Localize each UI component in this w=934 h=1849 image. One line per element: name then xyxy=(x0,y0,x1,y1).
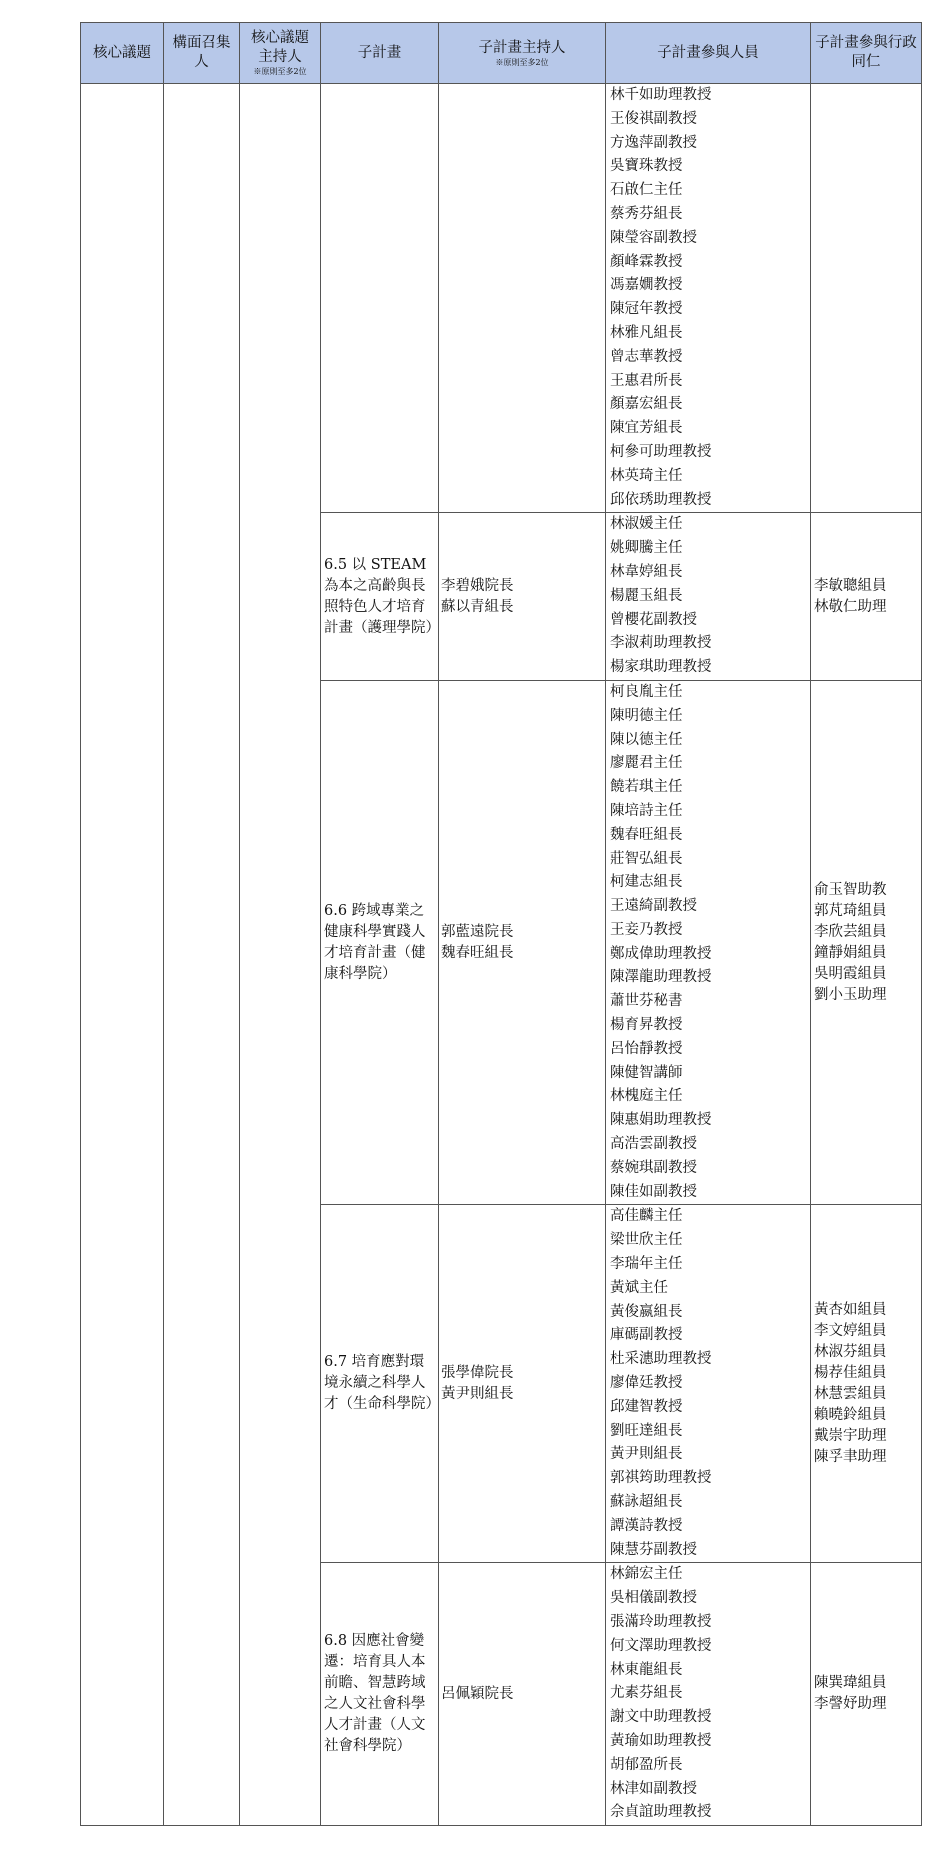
person-name: 王妾乃教授 xyxy=(610,921,683,938)
core-issue-cell xyxy=(81,84,164,1826)
participants-cell xyxy=(606,1563,811,1826)
subplan-host-cell xyxy=(439,1563,606,1826)
person-name: 林敬仁助理 xyxy=(814,598,887,615)
person-name: 張滿玲助理教授 xyxy=(610,1614,712,1630)
participants-cell xyxy=(606,513,811,681)
person-name: 楊荐佳組員 xyxy=(814,1364,887,1381)
person-name: 王惠君所長 xyxy=(610,372,683,389)
person-name: 蘇以青組長 xyxy=(441,598,514,615)
person-name: 林槐庭主任 xyxy=(610,1088,683,1105)
person-name: 柯參可助理教授 xyxy=(610,443,712,460)
person-name: 馮嘉嫺教授 xyxy=(610,277,683,294)
subplan-host-cell xyxy=(439,680,606,1205)
person-name: 邱依琇助理教授 xyxy=(610,491,712,508)
person-name: 吳相儀副教授 xyxy=(610,1590,697,1607)
person-name: 郭祺筠助理教授 xyxy=(610,1470,712,1487)
person-name: 楊育昇教授 xyxy=(610,1017,683,1034)
person-name: 廖麗君主任 xyxy=(610,755,683,772)
person-name: 陳瑩容副教授 xyxy=(610,229,697,246)
header-core-host-note: ※原則至多2位 xyxy=(253,67,307,76)
person-name: 蘇詠超組長 xyxy=(610,1494,683,1511)
person-name: 賴曉鈴組員 xyxy=(814,1406,887,1423)
person-name: 李碧娥院長 xyxy=(441,577,514,594)
person-name: 王俊祺副教授 xyxy=(610,110,697,127)
person-name: 黃尹則組長 xyxy=(610,1446,683,1463)
person-name: 王遠綺副教授 xyxy=(610,898,697,915)
person-name: 林千如助理教授 xyxy=(610,87,712,103)
person-name: 鄭成偉助理教授 xyxy=(610,945,712,962)
person-name: 陳培詩主任 xyxy=(610,802,683,819)
person-name: 楊麗玉組長 xyxy=(610,587,683,604)
person-name: 陳慧芬副教授 xyxy=(610,1541,697,1558)
person-name: 林慧雲組員 xyxy=(814,1385,887,1402)
admin-staff-cell xyxy=(811,1563,922,1826)
person-name: 石啟仁主任 xyxy=(610,182,683,199)
person-name: 陳宜芳組長 xyxy=(610,420,683,437)
person-name: 陳以德主任 xyxy=(610,731,683,748)
person-name: 陳孚聿助理 xyxy=(814,1448,887,1465)
admin-staff-cell xyxy=(811,1205,922,1563)
person-name: 黃俊嬴組長 xyxy=(610,1303,683,1320)
person-name: 陳健智講師 xyxy=(610,1064,683,1081)
person-name: 李瑞年主任 xyxy=(610,1256,683,1273)
header-participants xyxy=(606,23,811,84)
admin-staff-cell xyxy=(811,84,922,513)
person-name: 李淑莉助理教授 xyxy=(610,635,712,652)
person-name: 蔡婉琪副教授 xyxy=(610,1159,697,1176)
person-name: 梁世欣主任 xyxy=(610,1232,683,1249)
subplan-cell: 6.5 以 STEAM 為本之高齡與長照特色人才培育計畫（護理學院） xyxy=(321,513,439,681)
subplan-host-cell xyxy=(439,513,606,681)
person-name: 曾櫻花副教授 xyxy=(610,611,697,628)
person-name: 曾志華教授 xyxy=(610,348,683,365)
person-name: 林淑媛主任 xyxy=(610,516,683,533)
header-convener-label: 構面召集人 xyxy=(172,35,231,70)
convener-cell xyxy=(164,84,240,1826)
header-admin-staff xyxy=(811,23,922,84)
participants-cell xyxy=(606,1205,811,1563)
core-host-cell xyxy=(240,84,321,1826)
person-name: 陳澤龍助理教授 xyxy=(610,969,712,986)
header-core-host-label: 核心議題主持人 xyxy=(251,30,309,65)
person-name: 顏峰霖教授 xyxy=(610,253,683,270)
person-name: 林英琦主任 xyxy=(610,467,683,484)
person-name: 陳冠年教授 xyxy=(610,301,683,318)
person-name: 佘貞誼助理教授 xyxy=(610,1804,712,1821)
person-name: 李謦妤助理 xyxy=(814,1696,887,1713)
person-name: 莊智弘組長 xyxy=(610,850,683,867)
person-name: 林東龍組長 xyxy=(610,1661,683,1678)
header-participants-label: 子計畫參與人員 xyxy=(657,44,759,61)
person-name: 陳佳如副教授 xyxy=(610,1183,697,1200)
person-name: 姚卿騰主任 xyxy=(610,540,683,557)
person-name: 蔡秀芬組長 xyxy=(610,205,683,222)
person-name: 張學偉院長 xyxy=(441,1364,514,1381)
person-name: 李文婷組員 xyxy=(814,1322,887,1339)
person-name: 高浩雲副教授 xyxy=(610,1136,697,1153)
header-admin-staff-label: 子計畫參與行政同仁 xyxy=(815,35,917,70)
person-name: 吳寶珠教授 xyxy=(610,158,683,175)
person-name: 黃尹則組長 xyxy=(441,1385,514,1402)
person-name: 方逸萍副教授 xyxy=(610,134,697,151)
person-name: 蕭世芬秘書 xyxy=(610,993,683,1010)
person-name: 邱建智教授 xyxy=(610,1398,683,1415)
person-name: 林雅凡組長 xyxy=(610,324,683,341)
subplan-cell: 6.6 跨域專業之健康科學實踐人才培育計畫（健康科學院） xyxy=(321,680,439,1205)
header-subplan-host xyxy=(439,23,606,84)
header-core-host xyxy=(240,23,321,84)
subplan-cell: 6.8 因應社會變遷：培育具人本前瞻、智慧跨域之人文社會科學人才計畫（人文社會科學院） xyxy=(321,1563,439,1826)
person-name: 呂佩穎院長 xyxy=(441,1685,514,1702)
person-name: 楊家琪助理教授 xyxy=(610,659,712,676)
header-subplan-host-label: 子計畫主持人 xyxy=(478,39,566,56)
person-name: 李欣芸組員 xyxy=(814,923,887,940)
person-name: 顏嘉宏組長 xyxy=(610,396,683,413)
person-name: 吳明霞組員 xyxy=(814,965,887,982)
header-row xyxy=(81,23,922,84)
admin-staff-cell xyxy=(811,513,922,681)
person-name: 陳巽瑋組員 xyxy=(814,1675,887,1692)
person-name: 郭芃琦組員 xyxy=(814,902,887,919)
person-name: 鐘靜娟組員 xyxy=(814,944,887,961)
person-name: 柯建志組長 xyxy=(610,874,683,891)
person-name: 柯良胤主任 xyxy=(610,683,683,700)
plan-table xyxy=(80,22,922,1826)
person-name: 庫碼副教授 xyxy=(610,1327,683,1344)
header-subplan-label: 子計畫 xyxy=(357,44,402,61)
header-subplan-host-note: ※原則至多2位 xyxy=(495,57,549,67)
participants-cell xyxy=(606,680,811,1205)
person-name: 謝文中助理教授 xyxy=(610,1709,712,1726)
participants-cell xyxy=(606,84,811,513)
person-name: 黃杏如組員 xyxy=(814,1301,887,1318)
person-name: 胡郁盈所長 xyxy=(610,1756,683,1773)
person-name: 郭藍遠院長 xyxy=(441,923,514,940)
person-name: 陳惠娟助理教授 xyxy=(610,1112,712,1129)
person-name: 林淑芬組員 xyxy=(814,1343,887,1360)
person-name: 廖偉廷教授 xyxy=(610,1375,683,1392)
subplan-host-cell xyxy=(439,84,606,513)
person-name: 林韋婷組長 xyxy=(610,563,683,580)
person-name: 高佳麟主任 xyxy=(610,1208,683,1225)
person-name: 魏春旺組長 xyxy=(610,826,683,843)
person-name: 呂怡靜教授 xyxy=(610,1040,683,1057)
person-name: 黃瑜如助理教授 xyxy=(610,1732,712,1749)
person-name: 劉小玉助理 xyxy=(814,986,887,1003)
subplan-cell: 6.7 培育應對環境永續之科學人才（生命科學院） xyxy=(321,1205,439,1563)
person-name: 陳明德主任 xyxy=(610,707,683,724)
person-name: 尤素芬組長 xyxy=(610,1685,683,1702)
header-subplan xyxy=(321,23,439,84)
person-name: 魏春旺組長 xyxy=(441,944,514,961)
person-name: 杜采潓助理教授 xyxy=(610,1351,712,1368)
person-name: 饒若琪主任 xyxy=(610,779,683,796)
person-name: 李敏聰組員 xyxy=(814,577,887,594)
person-name: 俞玉智助教 xyxy=(814,881,887,898)
person-name: 譚漢詩教授 xyxy=(610,1517,683,1534)
table-body xyxy=(81,84,922,1826)
header-core-issue-label: 核心議題 xyxy=(93,44,151,61)
subplan-cell xyxy=(321,84,439,513)
person-name: 林錦宏主任 xyxy=(610,1566,683,1583)
admin-staff-cell xyxy=(811,680,922,1205)
table-row xyxy=(81,84,922,513)
header-core-issue xyxy=(81,23,164,84)
person-name: 劉旺達組長 xyxy=(610,1422,683,1439)
header-convener xyxy=(164,23,240,84)
subplan-host-cell xyxy=(439,1205,606,1563)
person-name: 戴崇宇助理 xyxy=(814,1427,887,1444)
person-name: 林津如副教授 xyxy=(610,1780,697,1797)
person-name: 何文澤助理教授 xyxy=(610,1637,712,1654)
person-name: 黃斌主任 xyxy=(610,1279,668,1296)
